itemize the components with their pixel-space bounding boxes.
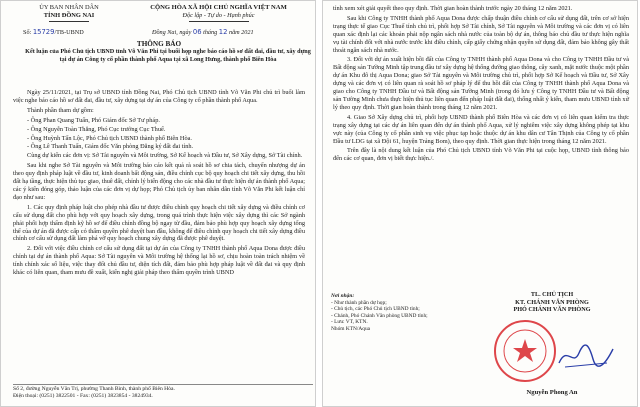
paragraph: Sau khi nghe Sở Tài nguyên và Môi trường báo cáo kết quả rà soát hồ sơ chia tách, chuyển nhượng dự án theo quy định pháp luật về đầu tư, kinh doanh bất động sản, điều chỉnh cục bộ quy hoạch chi tiết xây dựng, thu hồi đất hạ tầng, thực hiện thủ tục giao, thuê đất, chỉnh lý biến động cho các nhà đầu tư thực hiện dự án thành phố Aqua; các ý kiến đóng góp, thảo luận của các đơn vị dự họp; Phó Chủ tịch ủy ban nhân dân tỉnh Võ Văn Phi kết luận chỉ đạo như sau: bbox=[13, 162, 305, 201]
document-header bbox=[9, 4, 311, 63]
recipient-item: - Lưu: VT, KTN. bbox=[331, 319, 368, 326]
document-date bbox=[152, 28, 254, 36]
nation-line-2: Độc lập - Tự do - Hạnh phúc bbox=[182, 12, 255, 19]
handwritten-signature bbox=[555, 341, 617, 371]
date-month: 12 bbox=[218, 28, 228, 36]
date-prefix: Đồng Nai, ngày bbox=[152, 29, 192, 36]
date-day: 06 bbox=[192, 28, 202, 36]
org-line-1: ỦY BAN NHÂN DÂN bbox=[39, 4, 99, 11]
national-motto bbox=[121, 4, 316, 20]
recipient-item: - Chánh, Phó Chánh Văn phòng UBND tỉnh; bbox=[331, 312, 428, 319]
recipients-block bbox=[331, 293, 471, 333]
page-2-body bbox=[333, 5, 629, 165]
recipients-heading: Nơi nhận: bbox=[331, 293, 355, 299]
page-footer bbox=[13, 384, 313, 400]
document-title: THÔNG BÁO bbox=[136, 40, 182, 48]
paragraph: Sau khi Công ty TNHH thành phố Aqua Dona được chấp thuận điều chỉnh cơ cấu sử dụng đất, trên cơ sở hiện trạng thực tế giao Cục Thuế tỉnh chủ trì, phối hợp Sở Tài chính, Sở Tài nguyên và Môi trường và các đơn vị có liên quan xác định lại các khoản phải nộp ngân sách nhà nước của toàn bộ dự án, thông báo chủ đầu tư thực hiện nghĩa vụ tài chính đối với nhà nước trước khi điều chỉnh, cấp giấy chứng nhận quyền sử dụng đất, đảm bảo không gây thất thoát ngân sách nhà nước. bbox=[333, 14, 629, 54]
page-1-body bbox=[13, 89, 305, 279]
attendee: - Ông Phan Quang Tuấn, Phó Giám đốc Sở Tư pháp. bbox=[27, 116, 160, 124]
paragraph: Thành phần tham dự gồm: bbox=[27, 106, 94, 114]
paragraph: tỉnh xem xét giải quyết theo quy định. Thời gian hoàn thành trước ngày 20 tháng 12 năm 2021. bbox=[333, 5, 573, 12]
doc-no-suffix: /TB-UBND bbox=[54, 29, 84, 36]
org-line-2: TỈNH ĐỒNG NAI bbox=[43, 12, 95, 19]
attendee: - Ông Huỳnh Tấn Lộc, Phó Chủ tịch UBND thành phố Biên Hòa. bbox=[27, 134, 192, 142]
paragraph: Cùng dự kiến các đơn vị: Sở Tài nguyên và Môi trường, Sở Kế hoạch và Đầu tư, Sở Xây dựng, Sở Tài chính. bbox=[27, 152, 303, 160]
document-subtitle: Kết luận của Phó Chủ tịch UBND tỉnh Võ Văn Phi tại buổi họp nghe báo cáo hồ sơ đất đai, đầu tư, xây dựng tại dự án Công ty cổ phần thành phố Aqua tại xã Long Hưng, thành phố Biên Hòa bbox=[25, 48, 311, 63]
paragraph: 3. Đối với dự án xuất hiện bồi đất của Công ty TNHH thành phố Aqua Dona và cho Công ty TNHH Đầu tư và Bất động sản Tường Minh tập trung đầu tư xây dựng hệ thống đường giao thông, cây xanh, mặt nước thuộc một phần dự án Khu đô thị Aqua Dona; giao Sở Tài nguyên và Môi trường chủ trì, phối hợp Sở Kế hoạch và Đầu tư, Sở Xây dựng và các đơn vị có liên quan rà soát hồ sơ pháp lý để thu hồi đất của Công ty TNHH thành phố Aqua Dona và giao cho Công ty TNHH Đầu tư và Bất động sản Tường Minh (trong đó lưu ý Công ty TNHH Đầu tư và Bất động sản Tường Minh chưa thực hiện thủ tục liên quan đến pháp luật đất đai), thống nhất ý kiến, tham mưu UBND tỉnh xử lý theo quy định. Thời gian hoàn thành trong tháng 12 năm 2021. bbox=[333, 56, 629, 111]
paragraph: 1. Các quy định pháp luật cho phép nhà đầu tư được điều chỉnh quy hoạch chi tiết xây dựng và điều chỉnh cơ cấu sử dụng đất cho phù hợp với quy hoạch xây dựng, trong quá trình thực hiện việc xây dựng thì các Sở ngành phải phối hợp thẩm định kỹ hồ sơ để điều chỉnh đồng bộ ngay từ đầu, đảm bảo phù hợp quy hoạch xây dựng tổng thể của dự án đã được cấp có thẩm quyền phê duyệt ban đầu, không để điều chỉnh quy hoạch chi tiết xây dựng điều chỉnh cơ cấu sử dụng đất làm phá vỡ quy hoạch chung xây dựng đã được phê duyệt. bbox=[13, 203, 305, 243]
org-underline bbox=[49, 21, 89, 22]
signature-line-2: KT. CHÁNH VĂN PHÒNG bbox=[515, 298, 589, 306]
signature-line-1: TL. CHỦ TỊCH bbox=[530, 291, 574, 298]
signer-name: Nguyễn Phong An bbox=[526, 389, 578, 396]
footer-address: Số 2, đường Nguyễn Văn Trị, phường Thanh Bình, thành phố Biên Hòa. bbox=[13, 386, 175, 392]
footer-phone: Điện thoại: (0251) 3822501 - Fax: (0251) 3823854 - 3824934. bbox=[13, 393, 153, 399]
attendee: - Ông Lê Thanh Tuấn, Giám đốc Văn phòng Đăng ký đất đai tỉnh. bbox=[27, 143, 194, 151]
paragraph: Ngày 25/11/2021, tại Trụ sở UBND tỉnh Đồng Nai, Phó Chủ tịch UBND tỉnh Võ Văn Phi chủ trì buổi làm việc nghe báo cáo hồ sơ đất đai, đầu tư, xây dựng tại dự án của Công ty cổ phần thành phố Aqua. bbox=[13, 89, 305, 104]
doc-no-value: 15729 bbox=[32, 28, 55, 36]
document-page-1 bbox=[0, 0, 316, 407]
signature-line-3: PHÓ CHÁNH VĂN PHÒNG bbox=[513, 306, 591, 314]
attendee: - Ông Nguyễn Toàn Thắng, Phó Cục trưởng Cục Thuế. bbox=[27, 125, 166, 133]
date-mid-1: tháng bbox=[203, 29, 218, 36]
paragraph: 2. Đối với việc điều chỉnh cơ cấu sử dụng đất tại dự án của Công ty TNHH thành phố Aqua Dona được điều chỉnh tại dự án thành phố Aqua: Sở Tài nguyên và Môi trường hệ thống lại hồ sơ, chịu hoàn toàn trách nhiệm về tính chính xác số liệu, việc thay đổi chủ đầu tư, diện tích đất, đảm bảo phù hợp pháp luật về đất đai và quy định khác có liên quan, tham mưu đề xuất, kiến nghị giải pháp theo thẩm quyền trình UBND bbox=[13, 245, 305, 277]
date-mid-2: năm 2021 bbox=[228, 29, 254, 36]
issuing-authority bbox=[9, 4, 129, 20]
official-seal bbox=[493, 319, 557, 383]
recipient-item: - Như thành phần dự họp; bbox=[331, 299, 387, 306]
motto-underline bbox=[189, 21, 249, 22]
document-page-2 bbox=[322, 0, 638, 407]
paragraph: 4. Giao Sở Xây dựng chủ trì, phối hợp UBND thành phố Biên Hòa và các đơn vị có liên quan kiểm tra thực trạng xây dựng tại các dự án liên quan đến dự án thành phố Aqua, xử lý nghiêm việc xây dựng không phép tại khu vực này (của Công ty cổ phần sinh vụ việc phục tạp hoặc thuộc dự án khu dân cư Tân Thịnh của Công ty cổ phần Đầu tư LDG tại xã Đội 61, huyện Trảng Bom), theo quy định. Thời gian thực hiện trong tháng 12 năm 2021. bbox=[333, 113, 629, 145]
document-number bbox=[23, 28, 84, 36]
nation-line-1: CỘNG HÒA XÃ HỘI CHỦ NGHĨA VIỆT NAM bbox=[150, 4, 287, 11]
recipient-item: - Chủ tịch, các Phó Chủ tịch UBND tỉnh; bbox=[331, 306, 420, 313]
recipient-item: Nhóm KTN/Aqua bbox=[331, 325, 371, 332]
doc-no-prefix: Số: bbox=[23, 29, 32, 36]
paragraph: Trên đây là nội dung kết luận của Phó Chủ tịch UBND tỉnh Võ Văn Phi tại cuộc họp, UBND tỉnh thông báo đến các cơ quan, đơn vị biết thực hiện./. bbox=[333, 147, 629, 163]
signature-block bbox=[473, 291, 631, 314]
